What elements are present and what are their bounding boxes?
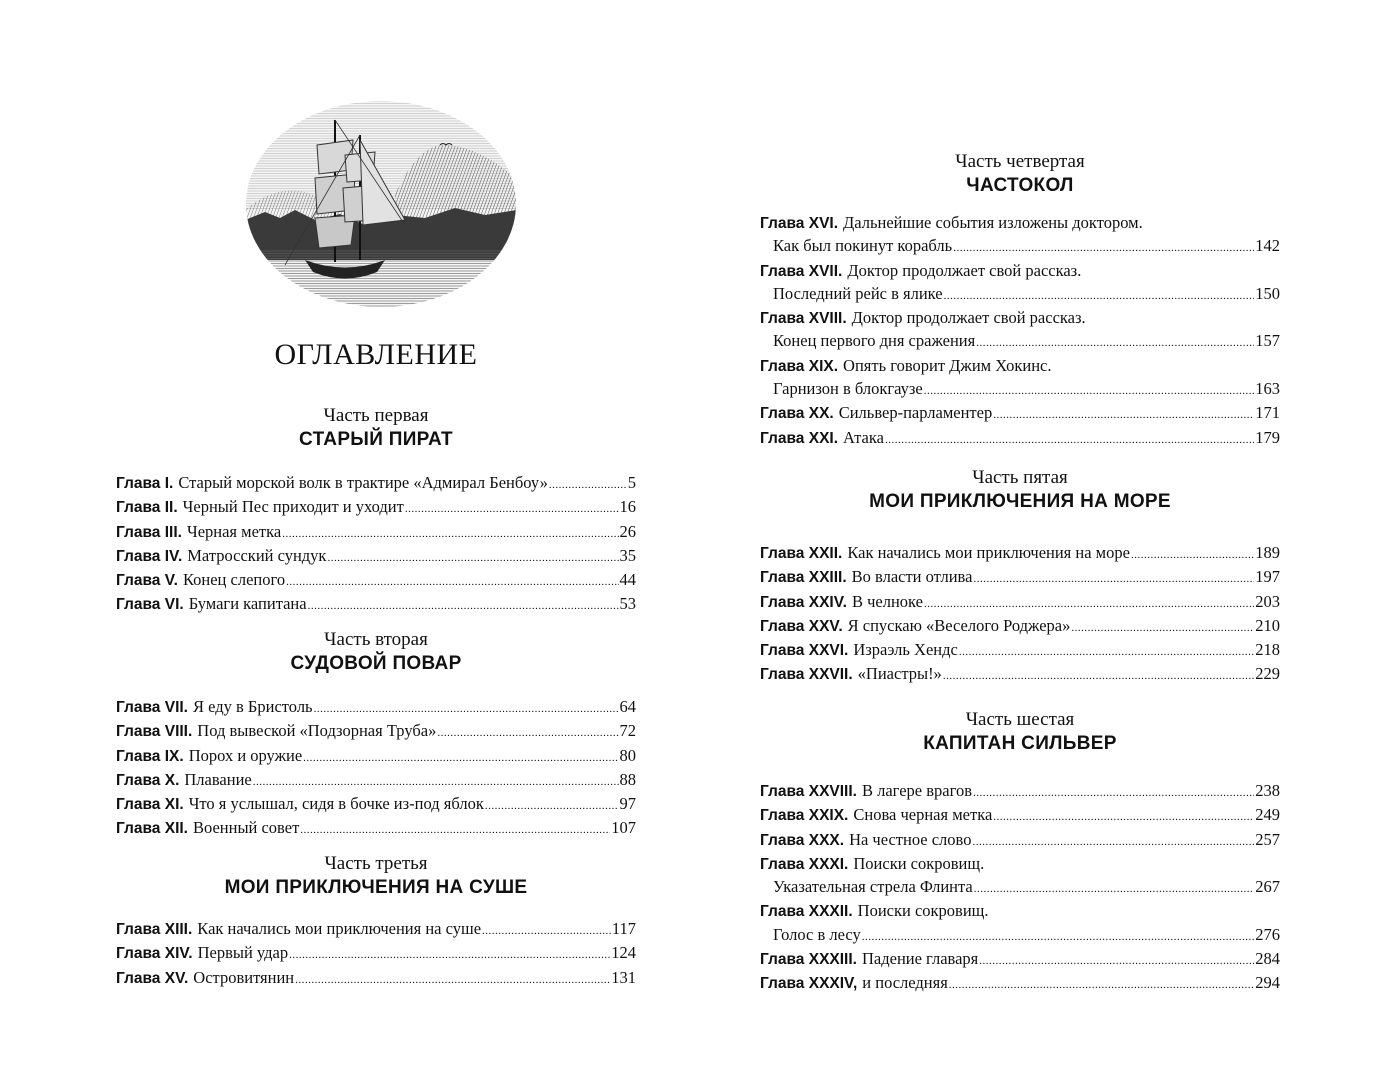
chapter-title-continuation: Гарнизон в блокгаузе	[773, 379, 923, 399]
toc-entry	[116, 745, 636, 769]
page-number: 218	[1255, 640, 1280, 660]
part-label: Часть третья	[324, 853, 428, 874]
page-number: 229	[1255, 664, 1280, 684]
page-number: 238	[1255, 781, 1280, 800]
part-3	[116, 852, 636, 991]
toc-entry-line	[760, 876, 1280, 900]
part-label: Часть первая	[323, 405, 429, 426]
dot-leader	[327, 545, 618, 569]
toc-entry-line	[116, 521, 636, 545]
chapter-title-continuation: Указательная стрела Флинта	[773, 877, 973, 897]
dot-leader	[974, 876, 1255, 900]
toc-entry-line	[116, 942, 636, 966]
dot-leader	[979, 948, 1254, 972]
chapter-title: Как начались мои приключения на море	[847, 543, 1130, 562]
chapter-number: Глава XXXIV,	[760, 975, 858, 993]
page-number: 5	[627, 473, 636, 492]
dot-leader	[973, 780, 1254, 804]
chapter-title: Военный совет	[193, 818, 300, 838]
toc-entry-line	[116, 967, 636, 991]
toc-entry-line	[760, 307, 1280, 330]
chapter-number: Глава XXXII.	[760, 903, 853, 921]
part-title: СУДОВОЙ ПОВАР	[290, 653, 462, 674]
page-number: 163	[1255, 379, 1280, 399]
page-number: 142	[1255, 236, 1280, 256]
part-2	[116, 628, 636, 842]
toc-entry-line	[116, 696, 636, 720]
chapter-number: Глава XI.	[116, 796, 184, 814]
dot-leader	[949, 972, 1254, 996]
toc-entry	[760, 402, 1280, 426]
page-number: 124	[611, 943, 636, 963]
toc-entry	[760, 427, 1280, 451]
page-number: 107	[611, 818, 636, 838]
page-number: 80	[619, 745, 636, 765]
dot-leader	[993, 402, 1254, 426]
toc-entry-line	[760, 615, 1280, 639]
page-number: 44	[619, 570, 636, 590]
chapter-number: Глава XVIII.	[760, 310, 847, 328]
table-of-contents-title: ОГЛАВЛЕНИЕ	[274, 338, 478, 371]
page-number: 131	[611, 967, 636, 987]
part-5	[760, 466, 1280, 688]
part-title: СТАРЫЙ ПИРАТ	[299, 429, 453, 450]
part-4	[760, 150, 1280, 451]
toc-entry-line	[116, 569, 636, 593]
page-number: 210	[1255, 615, 1280, 635]
toc-entry-line	[760, 829, 1280, 853]
chapter-list	[116, 918, 636, 991]
chapter-title: Черный Пес приходит и уходит	[182, 497, 404, 517]
chapter-number: Глава XXI.	[760, 429, 839, 447]
chapter-number: Глава VII.	[116, 699, 188, 716]
toc-entry-line	[760, 900, 1280, 923]
toc-entry	[116, 545, 636, 569]
chapter-title-continuation: Как был покинут корабль	[773, 236, 953, 256]
toc-entry	[116, 942, 636, 966]
page-number: 171	[1255, 403, 1280, 423]
toc-entry-line	[760, 663, 1280, 687]
dot-leader	[885, 427, 1254, 451]
chapter-title: «Пиастры!»	[857, 664, 942, 684]
chapter-title: Дальнейшие события изложены доктором.	[843, 213, 1143, 232]
part-1	[116, 404, 636, 618]
page-number: 294	[1255, 973, 1280, 993]
dot-leader	[253, 769, 619, 793]
toc-entry	[116, 793, 636, 817]
dot-leader	[308, 593, 619, 617]
dot-leader	[976, 330, 1254, 354]
toc-entry-line	[760, 378, 1280, 402]
page-number: 267	[1255, 877, 1280, 897]
toc-entry-line	[760, 591, 1280, 615]
part-label: Часть шестая	[965, 709, 1075, 730]
chapter-number: Глава XXXIII.	[760, 951, 857, 969]
chapter-title: Первый удар	[197, 943, 289, 963]
toc-entry-line	[116, 545, 636, 569]
chapter-number: Глава XXV.	[760, 617, 843, 635]
chapter-title-continuation: Последний рейс в ялике	[773, 283, 943, 303]
toc-entry-line	[116, 918, 636, 942]
chapter-list	[760, 212, 1280, 451]
page-number: 179	[1255, 427, 1280, 447]
chapter-list	[760, 780, 1280, 997]
dot-leader	[300, 817, 610, 841]
chapter-number: Глава XIII.	[116, 921, 193, 938]
chapter-number: Глава XV.	[116, 969, 189, 987]
page-number: 150	[1255, 283, 1280, 303]
toc-entry	[760, 212, 1280, 260]
toc-entry	[116, 769, 636, 793]
toc-entry-line	[760, 427, 1280, 451]
toc-entry	[116, 696, 636, 720]
toc-entry-line	[760, 212, 1280, 235]
toc-entry-line	[116, 720, 636, 744]
chapter-title: На честное слово	[849, 829, 972, 849]
chapter-number: Глава XX.	[760, 405, 834, 423]
chapter-title: Что я услышал, сидя в бочке из-под яблок	[188, 794, 484, 814]
page-number: 276	[1255, 924, 1280, 944]
chapter-title: Снова черная метка	[853, 805, 993, 825]
toc-entry-line	[116, 745, 636, 769]
page-number: 16	[619, 497, 636, 517]
toc-entry	[760, 566, 1280, 590]
toc-entry-line	[116, 593, 636, 617]
chapter-number: Глава XXX.	[760, 831, 845, 849]
toc-entry-line	[760, 283, 1280, 307]
part-title: ЧАСТОКОЛ	[966, 175, 1074, 196]
page-number: 53	[619, 594, 636, 614]
chapter-number: Глава IV.	[116, 547, 183, 565]
toc-entry	[760, 260, 1280, 308]
toc-entry-line	[116, 793, 636, 817]
dot-leader	[1131, 542, 1254, 566]
chapter-number: Глава XXIX.	[760, 807, 849, 825]
chapter-number: Глава XXVI.	[760, 642, 849, 660]
toc-entry	[116, 967, 636, 991]
part-title: КАПИТАН СИЛЬВЕР	[923, 733, 1117, 754]
toc-entry-line	[760, 853, 1280, 876]
chapter-title: Конец слепого	[182, 570, 286, 590]
toc-entry	[760, 780, 1280, 804]
toc-entry	[116, 496, 636, 520]
chapter-title: Доктор продолжает свой рассказ.	[847, 260, 1082, 280]
chapter-number: Глава XXVII.	[760, 666, 853, 684]
page-number: 117	[611, 919, 636, 938]
chapter-number: Глава XXIII.	[760, 569, 847, 587]
dot-leader	[437, 720, 618, 744]
page-number: 35	[619, 545, 636, 565]
toc-entry-line	[760, 639, 1280, 663]
part-title: МОИ ПРИКЛЮЧЕНИЯ НА СУШЕ	[224, 877, 528, 898]
chapter-title: Во власти отлива	[851, 567, 973, 587]
chapter-number: Глава VIII.	[116, 723, 193, 741]
toc-entry	[760, 542, 1280, 566]
chapter-number: Глава II.	[116, 499, 178, 517]
toc-entry-line	[116, 496, 636, 520]
chapter-title: Израэль Хендс	[853, 640, 958, 660]
chapter-number: Глава XIV.	[116, 945, 193, 963]
page-number: 88	[619, 769, 636, 789]
chapter-number: Глава III.	[116, 523, 182, 541]
chapter-number: Глава VI.	[116, 596, 184, 614]
page-number: 26	[619, 521, 636, 541]
dot-leader	[959, 639, 1254, 663]
chapter-title: Бумаги капитана	[188, 594, 307, 614]
chapter-list	[116, 472, 636, 618]
toc-entry-line	[760, 948, 1280, 972]
dot-leader	[295, 967, 610, 991]
chapter-title: и последняя	[862, 973, 948, 993]
chapter-title: Я еду в Бристоль	[193, 697, 313, 716]
toc-entry	[760, 355, 1280, 403]
page-number: 157	[1255, 331, 1280, 351]
dot-leader	[944, 283, 1255, 307]
chapter-number: Глава XVII.	[760, 262, 843, 280]
toc-entry	[760, 829, 1280, 853]
toc-entry-line	[760, 566, 1280, 590]
chapter-list	[116, 696, 636, 842]
toc-entry	[760, 639, 1280, 663]
dot-leader	[314, 696, 619, 720]
part-title: МОИ ПРИКЛЮЧЕНИЯ НА МОРЕ	[869, 491, 1171, 512]
dot-leader	[405, 496, 619, 520]
chapter-number: Глава I.	[116, 475, 174, 492]
chapter-title: Плавание	[184, 769, 252, 789]
chapter-number: Глава XXII.	[760, 545, 843, 562]
toc-entry	[116, 472, 636, 496]
dot-leader	[943, 663, 1254, 687]
page-number: 257	[1255, 829, 1280, 849]
toc-entry-line	[760, 972, 1280, 996]
dot-leader	[303, 745, 618, 769]
toc-entry	[760, 804, 1280, 828]
chapter-title: Старый морской волк в трактире «Адмирал Бенбоу»	[178, 473, 548, 492]
toc-entry-line	[116, 817, 636, 841]
chapter-title: Как начались мои приключения на суше	[197, 919, 482, 938]
toc-entry	[760, 307, 1280, 355]
part-label: Часть пятая	[972, 467, 1068, 488]
dot-leader	[482, 918, 611, 942]
part-label: Часть четвертая	[955, 151, 1085, 172]
dot-leader	[485, 793, 619, 817]
toc-entry-line	[760, 260, 1280, 283]
dot-leader	[1071, 615, 1254, 639]
chapter-number: Глава XXVIII.	[760, 783, 857, 800]
toc-entry	[760, 900, 1280, 948]
toc-entry-line	[760, 780, 1280, 804]
page-number: 249	[1255, 805, 1280, 825]
dot-leader	[924, 591, 1254, 615]
chapter-title: Под вывеской «Подзорная Труба»	[197, 721, 437, 741]
page-number: 197	[1255, 567, 1280, 587]
chapter-number: Глава X.	[116, 771, 180, 789]
chapter-number: Глава XVI.	[760, 215, 839, 232]
page-number: 64	[619, 697, 636, 716]
page-number: 97	[619, 794, 636, 814]
toc-entry-line	[116, 769, 636, 793]
dot-leader	[953, 235, 1254, 259]
toc-entry	[116, 569, 636, 593]
chapter-title: Поиски сокровищ.	[857, 901, 989, 921]
chapter-title: В лагере врагов	[861, 781, 973, 800]
chapter-title: Опять говорит Джим Хокинс.	[843, 355, 1052, 375]
toc-entry-line	[760, 355, 1280, 378]
chapter-title: Сильвер-парламентер	[838, 403, 993, 423]
chapter-number: Глава XXIV.	[760, 593, 847, 611]
toc-entry	[116, 521, 636, 545]
toc-entry	[116, 593, 636, 617]
toc-entry-line	[760, 924, 1280, 948]
toc-entry	[760, 972, 1280, 996]
toc-entry-line	[760, 235, 1280, 259]
toc-entry	[116, 817, 636, 841]
dot-leader	[973, 566, 1254, 590]
toc-entry	[760, 591, 1280, 615]
dot-leader	[993, 804, 1254, 828]
toc-entry	[116, 720, 636, 744]
chapter-number: Глава XII.	[116, 820, 188, 838]
dot-leader	[862, 924, 1255, 948]
chapter-title: Черная метка	[186, 521, 282, 541]
chapter-number: Глава V.	[116, 572, 178, 590]
toc-entry-line	[760, 330, 1280, 354]
chapter-title: Порох и оружие	[188, 745, 303, 765]
chapter-list	[760, 542, 1280, 688]
dot-leader	[282, 521, 618, 545]
page-number: 72	[619, 721, 636, 741]
chapter-title: Доктор продолжает свой рассказ.	[851, 308, 1086, 328]
toc-entry-line	[760, 804, 1280, 828]
chapter-title-continuation: Конец первого дня сражения	[773, 331, 976, 351]
chapter-title: Атака	[843, 427, 884, 447]
chapter-title: Падение главаря	[861, 949, 979, 969]
toc-entry	[760, 663, 1280, 687]
dot-leader	[972, 829, 1254, 853]
dot-leader	[549, 472, 627, 496]
page-number: 203	[1255, 591, 1280, 611]
chapter-title: Я спускаю «Веселого Роджера»	[847, 615, 1071, 635]
dot-leader	[924, 378, 1255, 402]
part-label: Часть вторая	[324, 629, 428, 650]
toc-entry	[760, 853, 1280, 901]
toc-entry-line	[116, 472, 636, 496]
chapter-number: Глава IX.	[116, 747, 184, 765]
chapter-title-continuation: Голос в лесу	[773, 924, 861, 944]
ship-engraving-illustration	[245, 100, 517, 308]
chapter-number: Глава XXXI.	[760, 855, 849, 873]
chapter-title: Островитянин	[193, 967, 295, 987]
toc-entry	[760, 615, 1280, 639]
chapter-title: Матросский сундук	[187, 545, 327, 565]
toc-entry	[760, 948, 1280, 972]
page-number: 284	[1255, 949, 1280, 969]
part-6	[760, 708, 1280, 997]
toc-entry	[116, 918, 636, 942]
toc-entry-line	[760, 402, 1280, 426]
page-number: 189	[1255, 543, 1280, 562]
chapter-title: Поиски сокровищ.	[853, 853, 985, 873]
chapter-number: Глава XIX.	[760, 357, 839, 375]
toc-entry-line	[760, 542, 1280, 566]
dot-leader	[286, 569, 618, 593]
dot-leader	[289, 942, 610, 966]
chapter-title: В челноке	[851, 591, 923, 611]
